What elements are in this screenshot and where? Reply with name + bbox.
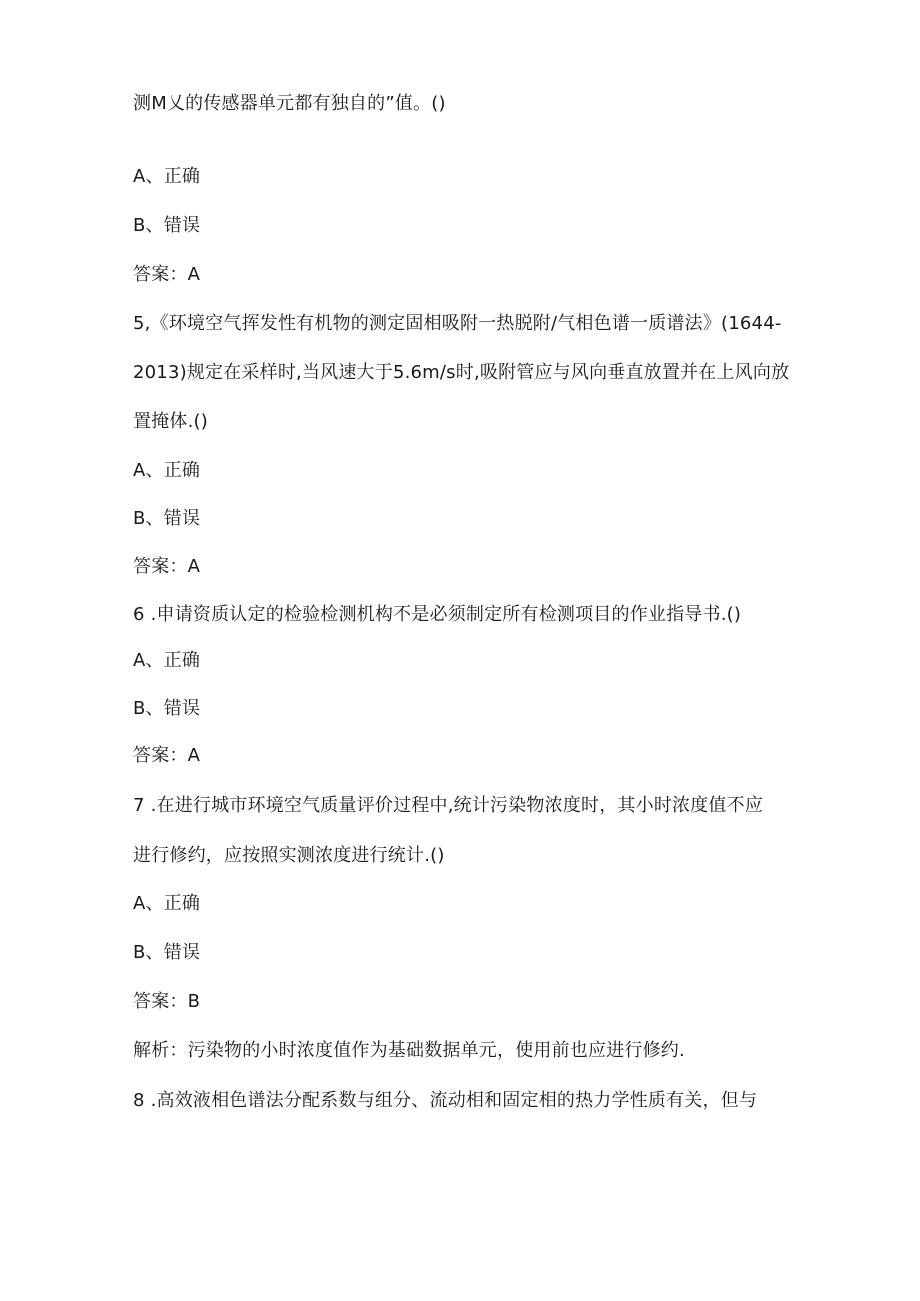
q7-explanation: 解析：污染物的小时浓度值作为基础数据单元，使用前也应进行修约. xyxy=(133,1040,685,1061)
q6-option-a: A、正确 xyxy=(133,650,201,671)
question-4-text-tail: 测M乂的传感器单元都有独自的”值。() xyxy=(133,93,446,114)
question-8-line-1: 8 .高效液相色谱法分配系数与组分、流动相和固定相的热力学性质有关，但与 xyxy=(133,1090,758,1111)
q5-answer: 答案：A xyxy=(133,556,201,577)
question-7-line-1: 7 .在进行城市环境空气质量评价过程中,统计污染物浓度时，其小时浓度值不应 xyxy=(133,795,764,816)
q6-option-b: B、错误 xyxy=(133,698,201,719)
q4-option-a: A、正确 xyxy=(133,166,201,187)
question-5-line-1: 5,《环境空气挥发性有机物的测定固相吸附一热脱附/气相色谱一质谱法》(1644- xyxy=(133,313,782,334)
q7-option-b: B、错误 xyxy=(133,942,201,963)
q5-option-a: A、正确 xyxy=(133,460,201,481)
question-5-line-3: 置掩体.() xyxy=(133,411,208,432)
question-7-line-2: 进行修约，应按照实测浓度进行统计.() xyxy=(133,845,445,866)
q6-answer: 答案：A xyxy=(133,745,201,766)
q4-option-b: B、错误 xyxy=(133,215,201,236)
q7-answer: 答案：B xyxy=(133,991,201,1012)
q7-option-a: A、正确 xyxy=(133,893,201,914)
q4-answer: 答案：A xyxy=(133,264,201,285)
question-6-text: 6 .申请资质认定的检验检测机构不是必须制定所有检测项目的作业指导书.() xyxy=(133,604,742,625)
question-5-line-2: 2013)规定在采样时,当风速大于5.6m∕s时,吸附管应与风向垂直放置并在上风向放 xyxy=(133,362,790,383)
q5-option-b: B、错误 xyxy=(133,508,201,529)
